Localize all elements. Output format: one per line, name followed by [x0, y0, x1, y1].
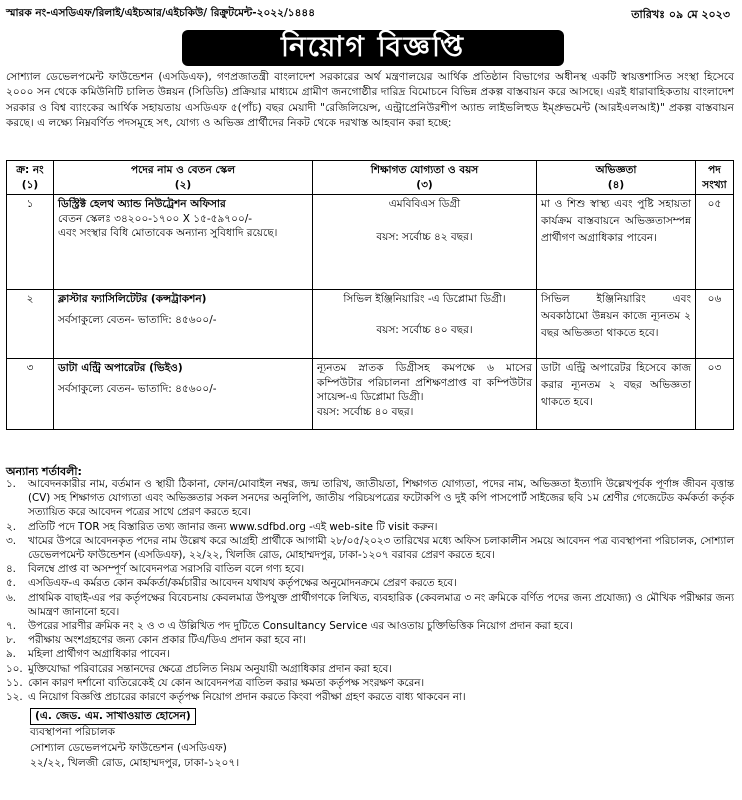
row-education: [313, 359, 537, 430]
condition-number: ৮.: [6, 634, 16, 647]
row-serial: ৩: [7, 359, 54, 430]
condition-number: ৬.: [6, 591, 16, 604]
col-education-number: (৩): [416, 178, 433, 191]
age-limit: বয়স: সর্বোচ্চ ৪০ বছর।: [376, 323, 473, 336]
condition-number: ৩.: [6, 534, 16, 547]
condition-text: আবেদনকারীর নাম, বর্তমান ও স্থায়ী ঠিকানা, ফোন/মোবাইল নম্বর, জন্ম তারিখ, জাতীয়তা, শিক্ষাগত যোগ্যতা, পদের নাম, অভিজ্ঞতা ইত্যাদি উল্লেখপূর্বক পূর্ণাঙ্গ জীবন বৃত্তান্ত (CV) সহ শিক্ষাগত যোগ্যতা এবং অভিজ্ঞতার সকল সনদের অনুলিপি, জাতীয় পরিচয়পত্রের ফটোকপি ও দুই কপি পাসপোর্ট সাইজের ছবি ১ম শ্রেণীর গেজেটেড কর্মকর্তা কর্তৃক সত্যায়িত করে আবেদন পত্রের সাথে প্রেরণ করতে হবে।: [28, 478, 734, 519]
condition-number: ৯.: [6, 648, 16, 661]
condition-item: [6, 676, 734, 690]
education-text: সিভিল ইঞ্জিনিয়ারিং -এ ডিপ্লোমা ডিগ্রী।: [343, 293, 506, 306]
condition-item: [6, 477, 734, 520]
signatory-organization: সোশ্যাল ডেভেলপমেন্ট ফাউন্ডেশন (এসডিএফ): [30, 741, 227, 754]
condition-number: ১.: [6, 478, 16, 490]
condition-number: ৭.: [6, 620, 16, 633]
table-row: [7, 195, 734, 290]
post-title: ডিস্ট্রিক্ট হেলথ অ্যান্ড নিউট্রেশন অফিসার: [58, 198, 226, 211]
col-count-label: পদ সংখ্যা: [702, 164, 727, 191]
condition-item: [6, 576, 734, 590]
col-serial-number: (১): [21, 178, 39, 191]
condition-text: কোন কারণ দর্শানো ব্যতিরেকেই যে কোন আবেদনপত্র বাতিল করার ক্ষমতা কর্তৃপক্ষ সংরক্ষণ করেন।: [28, 676, 425, 689]
condition-number: ১০.: [6, 662, 23, 675]
condition-item: [6, 633, 734, 647]
signatory-designation: ব্যবস্থাপনা পরিচালক: [30, 726, 116, 739]
col-education: [313, 161, 537, 195]
age-limit: বয়স: সর্বোচ্চ ৪০ বছর।: [317, 405, 414, 418]
row-count: ০৬: [696, 290, 734, 359]
col-experience-label: অভিজ্ঞতা: [595, 164, 637, 176]
condition-text: এ নিয়োগ বিজ্ঞপ্তি প্রচারের কারণে কর্তৃপক্ষ নিয়োগ প্রদান করতে কিংবা পরীক্ষা গ্রহণ করতে বাধ্য থাকবেন না।: [28, 691, 466, 704]
row-education: [313, 195, 537, 290]
condition-item: [6, 562, 734, 576]
col-experience-number: (৪): [607, 178, 625, 191]
condition-item: [6, 662, 734, 676]
post-salary: বেতন স্কেলঃ ৩৪২০০-১৭০০ X ১৫-৫৯৭০০/-: [58, 212, 253, 225]
condition-text: মহিলা প্রার্থীগণ অগ্রাধিকার পাবেন।: [28, 648, 170, 661]
condition-item: [6, 690, 734, 704]
row-experience: সিভিল ইঞ্জিনিয়ারিং এবং অবকাঠামো উন্নয়ন কাজে ন্যূনতম ২ বছর অভিজ্ঞতা থাকতে হবে।: [537, 290, 696, 359]
col-post: [54, 161, 313, 195]
table-row: [7, 290, 734, 359]
condition-text: প্রাথমিক বাছাই-এর পর কর্তৃপক্ষের বিবেচনায় কেবলমাত্র উপযুক্ত প্রার্থীগণকে লিখিত, ব্যবহারিক (কেবলমাত্র ৩ নং ক্রমিকে বর্ণিত পদের জন্য প্রযোজ্য) ও মৌখিক পরীক্ষার জন্য আমন্ত্রণ জানানো হবে।: [28, 591, 734, 618]
condition-item: [6, 591, 734, 619]
condition-number: ১১.: [6, 676, 23, 689]
condition-text: প্রতিটি পদে TOR সহ বিস্তারিত তথ্য জানার জন্য www.sdfbd.org -এই web-site টি visit করুন।: [28, 520, 438, 533]
post-note: এবং সংস্থার বিধি মোতাবেক অন্যান্য সুবিধাদি রয়েছে।: [58, 227, 278, 240]
row-post: [54, 195, 313, 290]
table-header-row: [7, 161, 734, 195]
age-limit: বয়স: সর্বোচ্চ ৪২ বছর।: [376, 230, 473, 243]
condition-item: [6, 534, 734, 562]
memo-reference: স্মারক নং-এসডিএফ/রিলাই/এইচআর/এইচকিউ/ রিক্রুটমেন্ট-২০২২/১৪৪৪: [6, 7, 316, 19]
condition-text: এসডিএফ-এ কর্মরত কোন কর্মকর্তা/কর্মচারীর আবেদন যথাযথ কর্তৃপক্ষের অনুমোদনক্রমে প্রেরণ করতে হবে।: [28, 577, 457, 590]
col-experience: [537, 161, 696, 195]
signature-block: [30, 708, 239, 772]
condition-item: [6, 520, 734, 534]
condition-text: উপরের সারণীর ক্রমিক নং ২ ও ৩ এ উল্লিখিত পদ দুটিতে Consultancy Service এর আওতায় চুক্তিভিত্তিক নিয়োগ প্রদান করা হবে।: [28, 620, 573, 633]
row-education: [313, 290, 537, 359]
col-education-label: শিক্ষাগত যোগ্যতা ও বয়স: [370, 164, 479, 176]
condition-text: বিলম্বে প্রাপ্ত বা অসম্পূর্ণ আবেদনপত্র সরাসরি বাতিল বলে গণ্য হবে।: [28, 563, 305, 576]
post-salary: সর্বসাকুল্যে বেতন- ভাতাদি: ৪৫৬০০/-: [58, 313, 217, 326]
col-serial: [7, 161, 54, 195]
condition-item: [6, 619, 734, 633]
row-serial: ১: [7, 195, 54, 290]
notice-date: তারিখঃ ০৯ মে ২০২৩: [631, 8, 730, 21]
post-title: ডাটা এন্ট্রি অপারেটর (ভিইও): [58, 362, 183, 375]
education-text: ন্যূনতম স্নাতক ডিগ্রীসহ কমপক্ষে ৬ মাসের কম্পিউটার পরিচালনা প্রশিক্ষণপ্রাপ্ত বা কম্পিউটার সায়েন্স-এ ডিপ্লোমা ডিগ্রী।: [317, 362, 532, 404]
row-post: [54, 359, 313, 430]
signatory-name: (এ. জেড. এম. সাখাওয়াত হোসেন): [30, 708, 196, 725]
condition-number: ২.: [6, 520, 16, 533]
vacancy-table: [6, 160, 734, 430]
conditions-title: অন্যান্য শর্তাবলী:: [6, 465, 82, 478]
row-experience: মা ও শিশু স্বাস্থ্য এবং পুষ্টি সহায়তা কার্যক্রম বাস্তবায়নে অভিজ্ঞতাসম্পন্ন প্রার্থীগণ অগ্রাধিকার পাবেন।: [537, 195, 696, 290]
table-row: [7, 359, 734, 430]
col-post-number: (২): [174, 178, 192, 191]
condition-number: ৪.: [6, 563, 16, 576]
condition-number: ১২.: [6, 691, 23, 704]
condition-text: পরীক্ষায় অংশগ্রহণের জন্য কোন প্রকার টিএ/ডিএ প্রদান করা হবে না।: [28, 634, 306, 647]
row-serial: ২: [7, 290, 54, 359]
col-post-label: পদের নাম ও বেতন স্কেল: [130, 164, 236, 176]
row-count: ০৩: [696, 359, 734, 430]
education-text: এমবিবিএস ডিগ্রী: [388, 198, 461, 211]
condition-text: মুক্তিযোদ্ধা পরিবারের সন্তানদের ক্ষেত্রে প্রচলিত নিয়ম অনুযায়ী অগ্রাধিকার প্রদান করা হবে।: [28, 662, 392, 675]
conditions-list: [6, 477, 734, 704]
condition-text: খামের উপরে আবেদনকৃত পদের নাম উল্লেখ করে আগ্রহী প্রার্থীকে আগামী ২৮/০৫/২০২৩ তারিখের মধ্যে অফিস চলাকালীন সময়ে আবেদন পত্র ব্যবস্থাপনা পরিচালক, সোশ্যাল ডেভেলপমেন্ট ফাউন্ডেশন (এসডিএফ), ২২/২২, খিলজি রোড, মোহাম্মদপুর, ঢাকা-১২০৭ বরাবর প্রেরণ করতে হবে।: [28, 534, 734, 562]
row-count: ০৫: [696, 195, 734, 290]
post-salary: সর্বসাকুল্যে বেতন- ভাতাদি: ৪৫৬০০/-: [58, 382, 217, 395]
row-experience: ডাটা এন্ট্রি অপারেটর হিসেবে কাজ করার ন্যূনতম ২ বছর অভিজ্ঞতা থাকতে হবে।: [537, 359, 696, 430]
post-title: ক্লাস্টার ফ্যাসিলিটেটর (কন্সট্রাকশন): [58, 293, 207, 306]
col-count: [696, 161, 734, 195]
intro-paragraph: সোশ্যাল ডেভেলপমেন্ট ফাউন্ডেশন (এসডিএফ), গণপ্রজাতন্ত্রী বাংলাদেশ সরকারের অর্থ মন্ত্রণালয়ের আর্থিক প্রতিষ্ঠান বিভাগের অধীনস্থ একটি স্বায়ত্তশাসিত সংস্থা হিসেবে ২০০০ সন থেকে কমিউনিটি চালিত উন্নয়ন (সিডিডি) প্রক্রিয়ার মাধ্যমে গ্রামীণ জনগোষ্ঠীর দারিদ্র বিমোচনে বিভিন্ন প্রকল্প বাস্তবায়ন করে আসছে। এরই ধারাবাহিকতায় বাংলাদেশ সরকার ও বিশ্ব ব্যাংকের আর্থিক সহায়তায় এসডিএফ ৫(পাঁচ) বছর মেয়াদী "রেজিলিয়েন্স, এন্ট্রাপ্রেনিউরশীপ অ্যান্ড লাইভলিহুড ইম্প্রুভমেন্ট (আরইএলআই)" প্রকল্প বাস্তবায়ন করছে। এ লক্ষ্যে নিম্নবর্ণিত পদসমূহে সৎ, যোগ্য ও অভিজ্ঞ প্রার্থীদের নিকট থেকে দরখাস্ত আহবান করা হচ্ছে:: [6, 71, 734, 130]
page-title: নিয়োগ বিজ্ঞপ্তি: [182, 30, 564, 66]
condition-item: [6, 647, 734, 661]
signatory-address: ২২/২২, খিলজী রোড, মোহাম্মদপুর, ঢাকা-১২০৭।: [30, 757, 240, 770]
condition-number: ৫.: [6, 577, 16, 590]
col-serial-label: ক্র: নং: [16, 164, 44, 176]
row-post: [54, 290, 313, 359]
